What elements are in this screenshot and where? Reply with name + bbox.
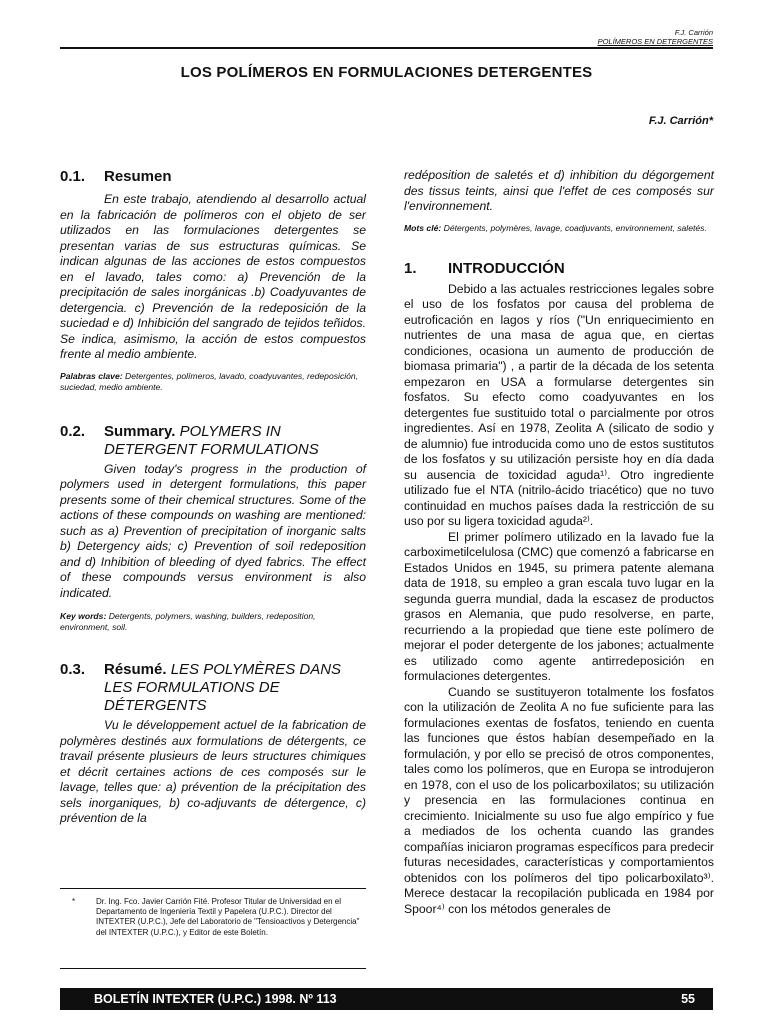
resume-subtitle: LES POLYMÈRES DANS LES FORMULATIONS DE DÉTERGENTS bbox=[104, 661, 342, 714]
resume-keywords-label: Mots clé: bbox=[404, 222, 442, 233]
resume-keywords-text: Détergents, polymères, lavage, coadjuvants, environnement, saletés. bbox=[441, 222, 707, 233]
running-head bbox=[598, 28, 713, 46]
intro-paragraph-2: El primer polímero utilizado en la lavado fue la carboximetilcelulosa (CMC) que comenzó a fabricarse en Estados Unidos en 1945, su primera patente alemana data de 1918, su empleo a gran escala tuvo lugar en la segunda guerra mundial, dada la escasez de productos grasos en Alemania, que pudo resolverse, en parte, recurriendo a la propiedad que tiene este polímero de mejorar el poder detergente de los jabones; actualmente es utilizado como agente antirredeposición en formulaciones detergentes. bbox=[404, 529, 714, 683]
summary-title-wrap bbox=[104, 423, 366, 459]
intro-paragraph-3: Cuando se sustituyeron totalmente los fosfatos con la utilización de Zeolita A no fue suficiente para las formulaciones exentas de fosfatos, teniendo en cuenta las funciones que éstos habían desempeñado en la formulación, y por ello se precisó de otros componentes, tales como los polímeros, que en Europa se introdujeron en 1978, con el uso de los policarboxilatos; su utilización y presencia en las formulaciones continua en crecimiento. Inicialmente su uso fue algo empírico y fue a mediados de los ochenta cuando las grandes compañías iniciaron programas específicos para predecir futuras necesidades, características y comportamientos obtenidos con los polímeros del tipo policarboxilato³⁾. Merece destacar la recopilación publicada en 1984 por Spoor⁴⁾ con los métodos generales de bbox=[404, 684, 714, 916]
footer-journal: BOLETÍN INTEXTER (U.P.C.) 1998. Nº 113 bbox=[94, 992, 337, 1006]
right-column bbox=[404, 168, 714, 917]
summary-keywords-text: Detergents, polymers, washing, builders, redeposition, environment, soil. bbox=[60, 611, 316, 632]
footer-page-number: 55 bbox=[681, 992, 695, 1006]
article-title: LOS POLÍMEROS EN FORMULACIONES DETERGENTES bbox=[180, 64, 593, 81]
intro-paragraph-1: Debido a las actuales restricciones legales sobre el uso de los fosfatos por causa del problema de eutroficación en lagos y ríos ("Un enriquecimiento en nutrientes de una masa de agua que, en ciertas condiciones, ocasiona un aumento de producción de biomasa primaria") , a partir de la década de los setenta empezaron en USA a formularse detergentes sin fosfatos. Su efecto como coadyuvantes en los detergentes fue sustituido total o parcialmente por otros ingredientes. Así en 1978, Zeolita A (silicato de sodio y de alumnio) fue introducida como uno de estos sustitutos de los fosfatos y su utilización persiste hoy en día dada su ausencia de toxicidad aguda¹⁾. Otro ingrediente utilizado fue el NTA (nitrilo-ácido triacético) que no tuvo continuidad en muchos países dada la restricción de su uso por su ligera toxicidad aguda²⁾. bbox=[404, 281, 714, 528]
resume-title-wrap bbox=[104, 661, 366, 715]
resumen-heading bbox=[60, 168, 366, 186]
header-rule bbox=[60, 47, 713, 49]
resumen-number: 0.1. bbox=[60, 168, 86, 185]
running-head-title: POLÍMEROS EN DETERGENTES bbox=[597, 37, 713, 46]
resume-continued: redéposition de saletés et d) inhibition du dégorgement des tissus teints, ainsi que l'effet de ces composés sur l'environnement. bbox=[404, 168, 714, 213]
resume-number: 0.3. bbox=[60, 661, 86, 678]
intro-heading bbox=[404, 260, 714, 278]
resume-heading bbox=[60, 661, 366, 715]
summary-title: Summary. bbox=[104, 422, 176, 440]
footnote-rule-top bbox=[60, 888, 366, 889]
summary-keywords-label: Key words: bbox=[60, 611, 107, 621]
resume-body: Vu le développement actuel de la fabrication de polymères destinés aux formulations de détergents, ce travail présente plusieurs de leurs structures chimiques et décrit certaines actions de ces composés sur le lavage, telles que: a) prévention de la précipitation des sels inorganiques, b) co-adjuvants de détergence, c) prévention de la bbox=[60, 718, 366, 825]
left-column bbox=[60, 168, 366, 827]
summary-subtitle: POLYMERS IN DETERGENT FORMULATIONS bbox=[104, 422, 319, 458]
footnote-mark: * bbox=[72, 897, 76, 906]
resumen-title: Resumen bbox=[104, 168, 172, 185]
footnote-rule-bottom bbox=[60, 968, 366, 969]
footer-bar bbox=[60, 988, 713, 1010]
running-head-author: F.J. Carrión bbox=[674, 28, 713, 37]
resumen-keywords bbox=[60, 371, 366, 393]
resume-title: Résumé. bbox=[104, 661, 167, 678]
summary-heading bbox=[60, 423, 366, 459]
intro-title: INTRODUCCIÓN bbox=[448, 259, 565, 277]
footnote-text: Dr. Ing. Fco. Javier Carrión Fité. Profesor Titular de Universidad en el Departamento de Ingeniería Textil y Papelera (U.P.C.). Director del INTEXTER (U.P.C.), Jefe del Laboratorio de "Tensioactivos y Detergencia" del INTEXTER (U.P.C.), y Editor de este Boletín. bbox=[96, 897, 360, 937]
resume-keywords bbox=[404, 223, 714, 234]
article-author: F.J. Carrión* bbox=[648, 115, 713, 127]
summary-keywords bbox=[60, 611, 366, 633]
summary-body: Given today's progress in the production of polymers used in detergent formulations, this paper presents some of their chemical structures. Some of the actions of these compounds on washing are mentioned: such as a) Prevention of precipitation of inorganic salts b) Detergency aids; c) Prevention of soil redeposition and d) Inhibition of bleeding of dyed fabrics. The effect of these compounds versus environment is also indicated. bbox=[60, 461, 366, 600]
resumen-body: En este trabajo, atendiendo al desarrollo actual en la fabricación de polímeros con el objeto de ser utilizados en las formulaciones detergentes se presentan varias de sus estructuras químicas. Se indican algunas de las acciones de estos compuestos en el lavado, tales como: a) Prevención de la precipitación de sales inorgánicas .b) Coadyuvantes de detergencia. c) Prevención de la redeposición de la suciedad e d) Inhibición del sangrado de tejidos teñidos. Se indica, asimismo, la acción de estos compuestos frente al medio ambiente. bbox=[60, 192, 366, 361]
intro-number: 1. bbox=[404, 259, 417, 277]
summary-number: 0.2. bbox=[60, 422, 86, 440]
author-footnote bbox=[60, 897, 360, 938]
resumen-keywords-text: Detergentes, polímeros, lavado, coadyuvantes, redeposición, suciedad, medio ambiente. bbox=[60, 370, 359, 392]
resumen-keywords-label: Palabras clave: bbox=[60, 370, 123, 381]
